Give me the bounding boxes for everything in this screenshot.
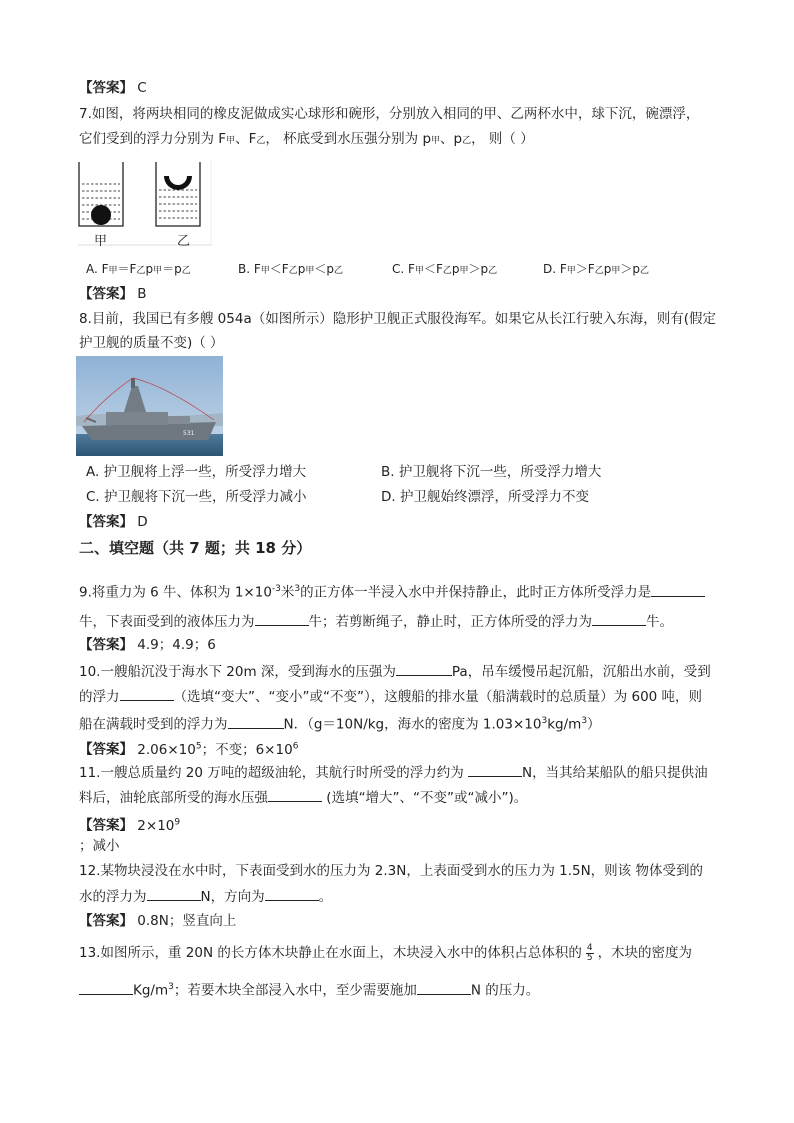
q11-answer-line: 【答案】 $2\times 10^9$: [79, 817, 181, 834]
q9-text-line2: 牛，下表面受到的液体压力为 牛；若剪断绳子，静止时，正方体所受的浮力为 牛。: [79, 611, 673, 632]
q9-text-line1: 9.将重力为 6 牛、体积为 $1\times 10^{-3}$米$^3$的正方体一半浸入水中并保持静止，此时正方体所受浮力是: [79, 579, 705, 603]
floating-bowl: [164, 176, 192, 190]
q8-options-row2: [86, 487, 589, 507]
fig-label-yi: 乙: [177, 234, 191, 249]
q10-answer: $2.06\times 10^5$；不变；$6\times 10^6$: [137, 741, 299, 758]
q10-blank-1[interactable]: [396, 661, 452, 676]
q10-text-line1: 10.一艘船沉没于海水下 20m 深，受到海水的压强为 Pa，吊车缓慢吊起沉船，沉船出水前，受到: [79, 661, 711, 682]
q7-text-line1: 7.如图，将两块相同的橡皮泥做成实心球形和碗形，分别放入相同的甲、乙两杯水中，球下沉，碗漂浮，: [79, 106, 700, 122]
solid-ball: [91, 205, 111, 225]
answer-tag: 【答案】: [79, 80, 133, 96]
beaker-jia: [79, 162, 123, 226]
q8-option-d: D. 护卫舰始终漂浮，所受浮力不变: [381, 489, 589, 505]
q12-answer-line: 【答案】 0.8N；竖直向上: [79, 913, 237, 929]
q7-answer-line: 【答案】 B: [79, 286, 147, 302]
q8-text-line1: 8.目前，我国已有多艘 054a（如图所示）隐形护卫舰正式服役海军。如果它从长江行驶入东海，则有(假定: [79, 311, 716, 327]
q11-text-line2: 料后，油轮底部所受的海水压强 (选填“增大”、“不变”或“减小”)。: [79, 787, 527, 808]
section-title-fill-in: 二、填空题（共 7 题；共 18 分）: [79, 539, 312, 557]
q12-answer: 0.8N；竖直向上: [137, 913, 237, 929]
q12-text-line1: 12.某物块浸没在水中时，下表面受到水的压力为 2.3N，上表面受到水的压力为 1.5N，则该 物体受到的: [79, 863, 703, 879]
q13-blank-1[interactable]: [79, 980, 133, 995]
q8-option-c: C. 护卫舰将下沉一些，所受浮力减小: [86, 489, 307, 505]
q8-answer-line: 【答案】 D: [79, 514, 148, 530]
q7-option-b: B. F甲＜F乙p甲＜p乙: [238, 262, 343, 276]
q13-text-line2: $Kg/m^3$；若要木块全部浸入水中，至少需要施加 N 的压力。: [79, 977, 539, 1001]
fig-label-jia: 甲: [94, 234, 108, 249]
q13-blank-2[interactable]: [417, 980, 471, 995]
q12-blank-2[interactable]: [265, 886, 319, 901]
q13-fraction: $\frac{4}{5}$: [586, 942, 593, 963]
q7-answer: B: [137, 286, 147, 302]
q11-blank-1[interactable]: [468, 762, 522, 777]
q12-blank-1[interactable]: [147, 886, 201, 901]
frigate-photo: [76, 356, 223, 456]
q9-answer: 4.9；4.9；6: [137, 637, 216, 653]
q10-blank-2[interactable]: [120, 686, 174, 701]
q13-text-line1: 13.如图所示，重 20N 的长方体木块静止在水面上，木块浸入水中的体积占总体积的 $\frac{4}{5}$ ，木块的密度为: [79, 942, 693, 963]
q7-option-d: D. F甲＞F乙p甲＞p乙: [543, 262, 649, 276]
q9-blank-3[interactable]: [592, 611, 646, 626]
q9-blank-1[interactable]: [651, 582, 705, 597]
q10-text-line2: 的浮力 （选填“变大”、“变小”或“不变”），这艘船的排水量（船满载时的总质量）为 600 吨，则: [79, 686, 702, 707]
q8-option-a: A. 护卫舰将上浮一些，所受浮力增大: [86, 464, 307, 480]
q7-option-a: A. F甲＝F乙p甲＝p乙: [86, 262, 191, 276]
q9-answer-line: 【答案】 4.9；4.9；6: [79, 637, 216, 653]
q12-text-line2: 水的浮力为 N，方向为 。: [79, 886, 332, 907]
q11-answer: $2\times 10^9$: [137, 817, 181, 834]
q8-option-b: B. 护卫舰将下沉一些，所受浮力增大: [381, 464, 602, 480]
q10-blank-3[interactable]: [228, 714, 284, 729]
hull-number: 531: [183, 430, 195, 437]
beaker-yi: [156, 162, 200, 226]
q9-blank-2[interactable]: [255, 611, 309, 626]
q7-option-c: C. F甲＜F乙p甲＞p乙: [392, 262, 498, 276]
q10-answer-line: 【答案】 $2.06\times 10^5$；不变；$6\times 10^6$: [79, 741, 299, 758]
q7-text-line2: 它们受到的浮力分别为 F甲、F乙， 杯底受到水压强分别为 p甲、p乙， 则（ ）: [79, 131, 534, 147]
q11-text-line1: 11.一艘总质量约 20 万吨的超级油轮，其航行时所受的浮力约为 N，当其给某船队的船只提供油: [79, 762, 708, 783]
q11-blank-2[interactable]: [268, 787, 322, 802]
q8-options-row1: [86, 462, 602, 482]
q8-text-line2: 护卫舰的质量不变)（ ）: [79, 335, 224, 351]
q11-answer-line2: ；减小: [79, 838, 120, 854]
q6-answer-line: [79, 78, 147, 98]
q10-text-line3: 船在满载时受到的浮力为 N．（g＝10N/kg，海水的密度为 $1.03\times 10^3kg/m^3$）: [79, 711, 601, 735]
q6-answer: C: [137, 80, 147, 96]
q8-answer: D: [137, 514, 148, 530]
